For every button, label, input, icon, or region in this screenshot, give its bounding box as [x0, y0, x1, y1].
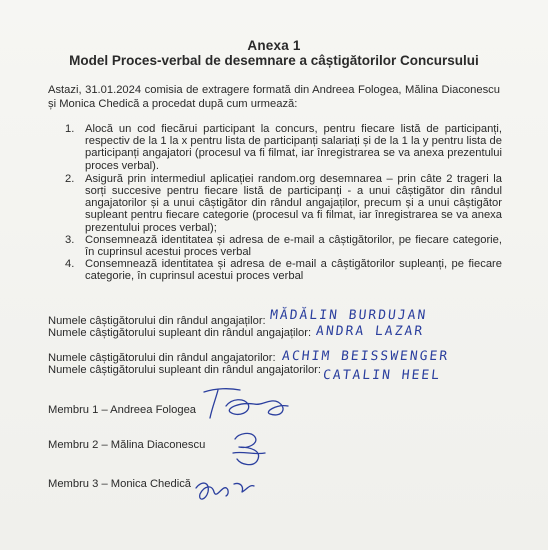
procedure-list: [65, 123, 502, 283]
list-item-text: Consemnează identitatea și adresa de e-mail a câștigătorilor supleanți, pe fiecare categorie, în cuprinsul acestui proces verbal: [85, 258, 502, 283]
list-number: 4.: [65, 258, 75, 271]
list-item-text: Consemnează identitatea și adresa de e-mail a câștigătorilor, pe fiecare categorie, în cuprinsul acestui proces verbal: [85, 233, 502, 259]
list-item-text: Asigură prin intermediul aplicației random.org desemnarea – prin câte 2 trageri la sorți succesive pentru fiecare listă de participanți - a unui câștigător din rândul angajatorilor și a unui câștigător din rândul angajaților, precum și a unui câștigător supleant pentru fiecare categorie (procesul va fi filmat, iar înregistrarea se va anexa prezentului proces verbal);: [85, 172, 502, 234]
list-item: [65, 233, 502, 259]
alternate-employee-handwritten: ANDRA LAZAR: [315, 324, 425, 339]
alternate-employee-label: Numele câștigătorului supleant din rândul angajaților:: [48, 327, 312, 339]
winner-employer-label: Numele câștigătorului din rândul angajatorilor:: [48, 352, 276, 364]
list-item: [65, 123, 502, 172]
alternate-employer-handwritten: CATALIN HEEL: [322, 368, 442, 383]
list-item: [65, 172, 502, 234]
member-2-signature: [225, 425, 275, 475]
winner-employer-handwritten: ACHIM BEISSWENGER: [281, 349, 450, 364]
member-1-label: Membru 1 – Andreea Fologea: [48, 404, 197, 416]
alternate-employer-label: Numele câștigătorului supleant din rândul angajatorilor:: [48, 364, 322, 376]
list-item: [65, 258, 502, 283]
winner-employee-label: Numele câștigătorului din rândul angajaților:: [48, 315, 266, 327]
member-2-label: Membru 2 – Mălina Diaconescu: [48, 439, 206, 451]
list-number: 1.: [65, 123, 75, 135]
list-number: 2.: [65, 172, 75, 185]
annex-heading: Anexa 1: [247, 38, 301, 53]
member-3-label: Membru 3 – Monica Chedică: [48, 478, 192, 490]
document-title: Model Proces-verbal de desemnare a câștigătorilor Concursului: [69, 53, 479, 68]
winner-employee-handwritten: MĂDĂLIN BURDUJAN: [269, 308, 429, 323]
member-1-signature: [196, 384, 306, 424]
intro-paragraph: Astazi, 31.01.2024 comisia de extragere formată din Andreea Fologea, Mălina Diaconescu și Monica Chedică a procedat după cum urmează:: [48, 84, 500, 110]
member-3-signature: [190, 470, 270, 510]
list-item-text: Alocă un cod fiecărui participant la concurs, pentru fiecare listă de participanți, respectiv de la 1 la x pentru lista de participanți salariați și de la 1 la y pentru lista de participanți angajatori (procesul va fi filmat, iar înregistrarea se va anexa prezentului proces verbal).: [85, 123, 502, 172]
list-number: 3.: [65, 233, 75, 246]
